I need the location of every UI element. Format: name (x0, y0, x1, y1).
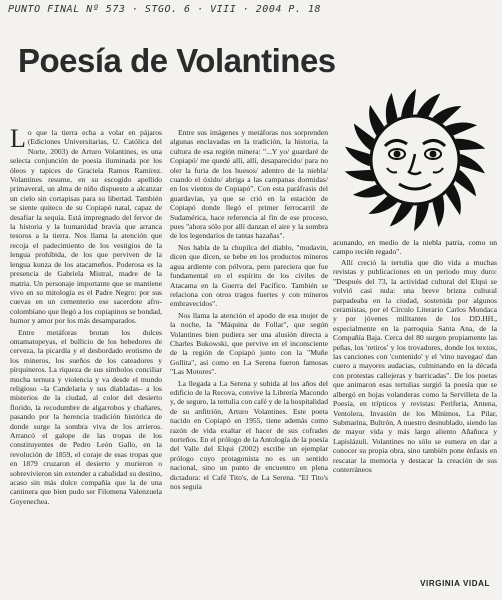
sun-ray (456, 170, 475, 195)
author-byline: VIRGINIA VIDAL (420, 579, 490, 588)
sun-ray (346, 147, 369, 165)
sun-ray (461, 154, 484, 172)
drop-cap: L (10, 124, 26, 153)
sun-ray (415, 204, 429, 230)
paragraph: Allí creció la tertulia que dio vida a muchas revistas y publicaciones en un periodo muy duro: "Después del 73, la actividad cultural del Elqui se volvió casi nula: una breve brizna cultural parpadeaba en la ciudad, sostenida por algunos ceramistas, por el Círculo Literario Carlos Mondaca y por jóvenes militantes de los DD.HH., especialmente en la parroquia Santa Ana, de la Compañía Baja. Cerca del 80 surgen propiamente las peñas, los 'retiros' y los trovadores, donde los textos, las canciones con 'contenido' y el 'vino navegao' dan cuero a mayores audacias, culminando en la década con protestas callejeras y barricadas". De los poetas que animaron esas tertulias surgió la poesía que se albergó en hojas volanderas como la Servilleta de la Poesía, en trípticos y revistas: Periferia, Antena, Ventolera, Invasión de los Mínimos, La Pilar, Submarina, Bultrón, A nuestro desnublado, siendo las de mayor vida y más largo aliento Añañuca y Lapislázuli. Volantines no sólo se esmera en dar a conocer su propia obra, sino también pone énfasis en rescatar la memoria y destacar la creación de sus conterráneos (333, 258, 497, 474)
article-column-1 (10, 124, 162, 508)
sun-ray (355, 125, 374, 150)
sun-ray (433, 197, 444, 226)
sun-ray (346, 170, 374, 180)
article-column-2 (170, 128, 328, 493)
paragraph: Entre sus imágenes y metáforas nos sorprenden algunas enclavadas en la tradición, la historia, la cultura de esa región minera: "...Y yo/ guardaré de Copiapó/ me quedé allí, allí, desaparecido/ para no oler la furia de los huesos/ adentro de la niebla/ cuando el óxido/ abriga a las campanas dormidas/ en los vientos de Copiapó". Con esta paráfrasis del guardavías, ya que se crió en la estación de Copiapó donde llegó el primer ferrocarril de Sudamérica, hace referencia al fin de ese proceso, pues "ahora sólo por allí danzan el aire y la sombra de los legendarios de tantas hazañas". (170, 128, 328, 241)
sun-ray (402, 90, 416, 116)
paragraph: La llegada a La Serena y subida al los años del edificio de la Recova, convive la Librería Macondo y, de seguro, la tertulia con café y de la hospitalidad de su anfitrión, Arturo Volantines. Este poeta nacido en Copiapó en 1955, tiene además como razón de vida exaltar el hacer de sus cofrades norteños. En el prólogo de la Antología de la poesía del Valle del Elqui (2002) escribe un ejemplar prólogo cuyo protagonista no es un sentido nacional, sino un punto de encuentro en plena dictadura: el Café Tito's, de La Serena. "El Tito's nos seguía (170, 378, 328, 492)
sun-face-illustration (335, 88, 495, 233)
paragraph: Nos llama la atención el apodo de esa mujer de la noche, la "Máquina de Follar", que según Volantines bien pudiera ser una alusión directa a Charles Bukowski, que pervive en el inconsciente de la región de Copiapó junto con la "Muñe Gollita", así como en La Serena fueron famosas "Las Motores". (170, 310, 328, 377)
paragraph: Nos habla de la chupilca del diablo, "mudavin, dicen que dicen, se bebe en los productos mineros agua ardiente con pólvora, pero pareciera que fue fundamental en el espíritu de los civiles de Atacama en la Guerra del Pacífico. También se relaciona con otros tragos fuertes y con mineros embravecidos". (170, 242, 328, 309)
sun-ray (391, 204, 413, 226)
handwritten-source-note: PUNTO FINAL Nº 573 · STGO. 6 · VIII · 2004 P. 18 (8, 4, 321, 15)
article-column-3-continuation: acunando, en medio de la niebla patria, como un campo recién regado". (333, 238, 497, 257)
sun-ray (418, 94, 440, 116)
sun-ray (386, 94, 397, 123)
article-column-3 (333, 258, 497, 476)
paragraph: Entre metáforas brotan los dulces omamatopeyas, el bullicio de los bebedores de cerveza, la picardía y el desbordado erotismo de los mineros, los sueños de los cateadores y pirquineros. La riqueza de sus símbolos conciliar mucha ternura y violencia y va desde el mundo religioso –la Candelaria y sus diabladas– a los misterios de la ciudad, al color del desierto florido, la recodumbre de algarrobos y chañares, pasando por la herencia tradición histórica de donde surge la sombra viva de los arrieros. Arrancó el galope de las tropas de los constituyentes de Pedro León Gallo, en la revolución de 1859, el coraje de esas tropas que en 1879 cruzaron el desierto y murieron o sobrevivieron sin extender a cabalidad su destino, acaso sin más dulce compañía que la de una cantinera que bien pudo ser Filomena Valenzuela Goyenechea. (10, 327, 162, 506)
sun-ray (456, 139, 484, 149)
article-title: Poesía de Volantines (18, 42, 336, 79)
paragraph: o que la tierra echa a volar en pájaros (Ediciones Universitarias, U. Católica del Norte, 2003) de Arturo Volantines, es una selecta conjunción de poesía iluminada por los óleos y tapices de Graciela Ramos Ramírez. Volantines resume, en su escogido apellido primaveral, un alma de niño dispuesto a alcanzar un cielo sin cortapisas para su libertad. También se siente quiteco de su Copiapó natal, capaz de desafiar la sequía. Está impregnado del fervor de la historia y la humanidad bravía que arranca tesoros a la tierra. Nos llama la atención que recoja el padecimiento de los vestigios de la lengua prohibida, de los que perviven de la lengua kunza de los atacameños. Poderosa es la presencia de Gabriela Mistral, madre de la matria. Un personaje importante que se mantiene vivo en su mitología es el Padre Negro: por sus cuevas en un cementerio ese sacerdote afro-colombiano que llegó a los copiapinos se bondad, humor y amor por los más desamparados. (10, 128, 162, 326)
